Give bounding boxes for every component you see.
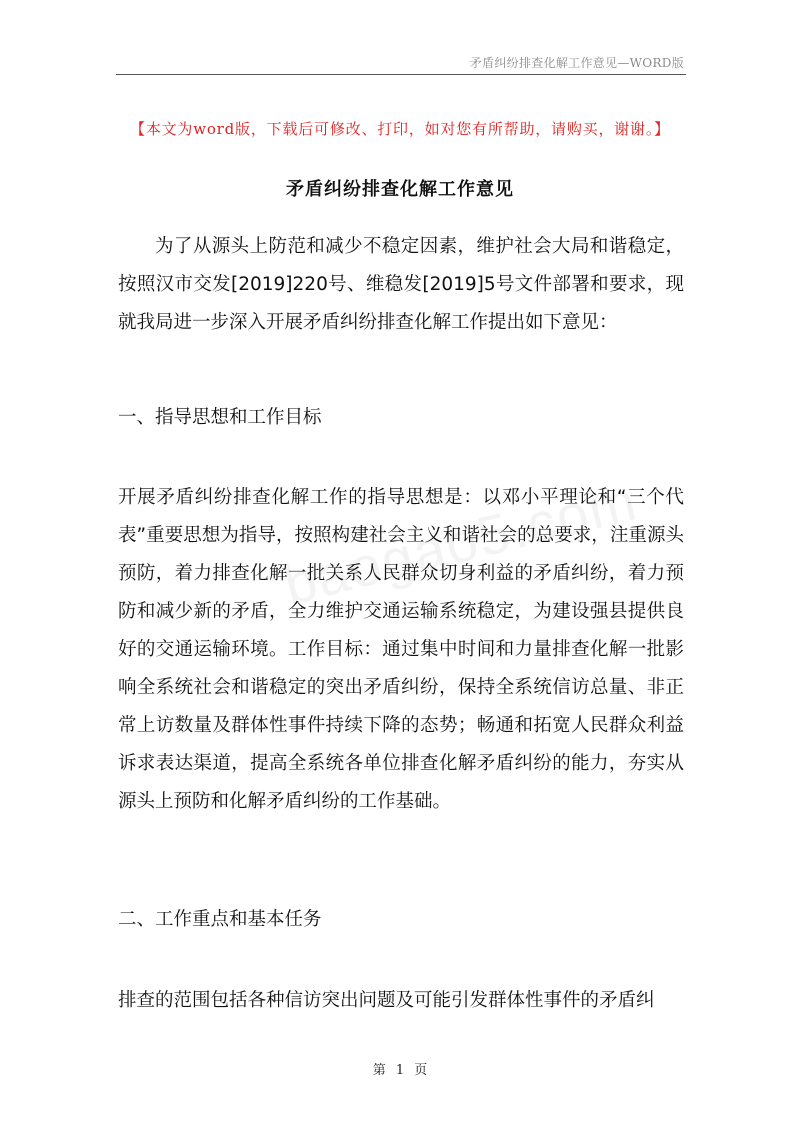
section-2-paragraph: 排查的范围包括各种信访突出问题及可能引发群体性事件的矛盾纠 — [118, 990, 655, 1011]
section-1-paragraph: 开展矛盾纠纷排查化解工作的指导思想是：以邓小平理论和“三个代表”重要思想为指导，按照构建社会主义和谐社会的总要求，注重源头预防，着力排查化解一批关系人民群众切身利益的矛盾纠纷，着力预防和减少新的矛盾，全力维护交通运输系统稳定，为建设强县提供良好的交通运输环境。工作目标：通过集中时间和力量排查化解一批影响全系统社会和谐稳定的突出矛盾纠纷，保持全系统信访总量、非正常上访数量及群体性事件持续下降的态势；畅通和拓宽人民群众利益诉求表达渠道，提高全系统各单位排查化解矛盾纠纷的能力，夯实从源头上预防和化解矛盾纠纷的工作基础。 — [118, 487, 684, 812]
footer-prefix: 第 — [372, 1063, 386, 1078]
section-heading-2: 二、工作重点和基本任务 — [118, 909, 322, 930]
footer-suffix: 页 — [414, 1063, 428, 1078]
footer-page-number: 1 — [395, 1063, 405, 1078]
document-title: 矛盾纠纷排查化解工作意见 — [286, 179, 514, 200]
header-divider — [116, 74, 686, 75]
intro-paragraph: 为了从源头上防范和减少不稳定因素，维护社会大局和谐稳定，按照汉市交发[2019]220号、维稳发[2019]5号文件部署和要求，现就我局进一步深入开展矛盾纠纷排查化解工作提出如下意见： — [118, 236, 684, 333]
purchase-notice: 【本文为word版，下载后可修改、打印，如对您有所帮助，请购买，谢谢。】 — [130, 120, 670, 138]
page-footer — [0, 1059, 800, 1078]
section-heading-1: 一、指导思想和工作目标 — [118, 407, 322, 428]
running-header-title: 矛盾纠纷排查化解工作意见—WORD版 — [469, 56, 684, 70]
